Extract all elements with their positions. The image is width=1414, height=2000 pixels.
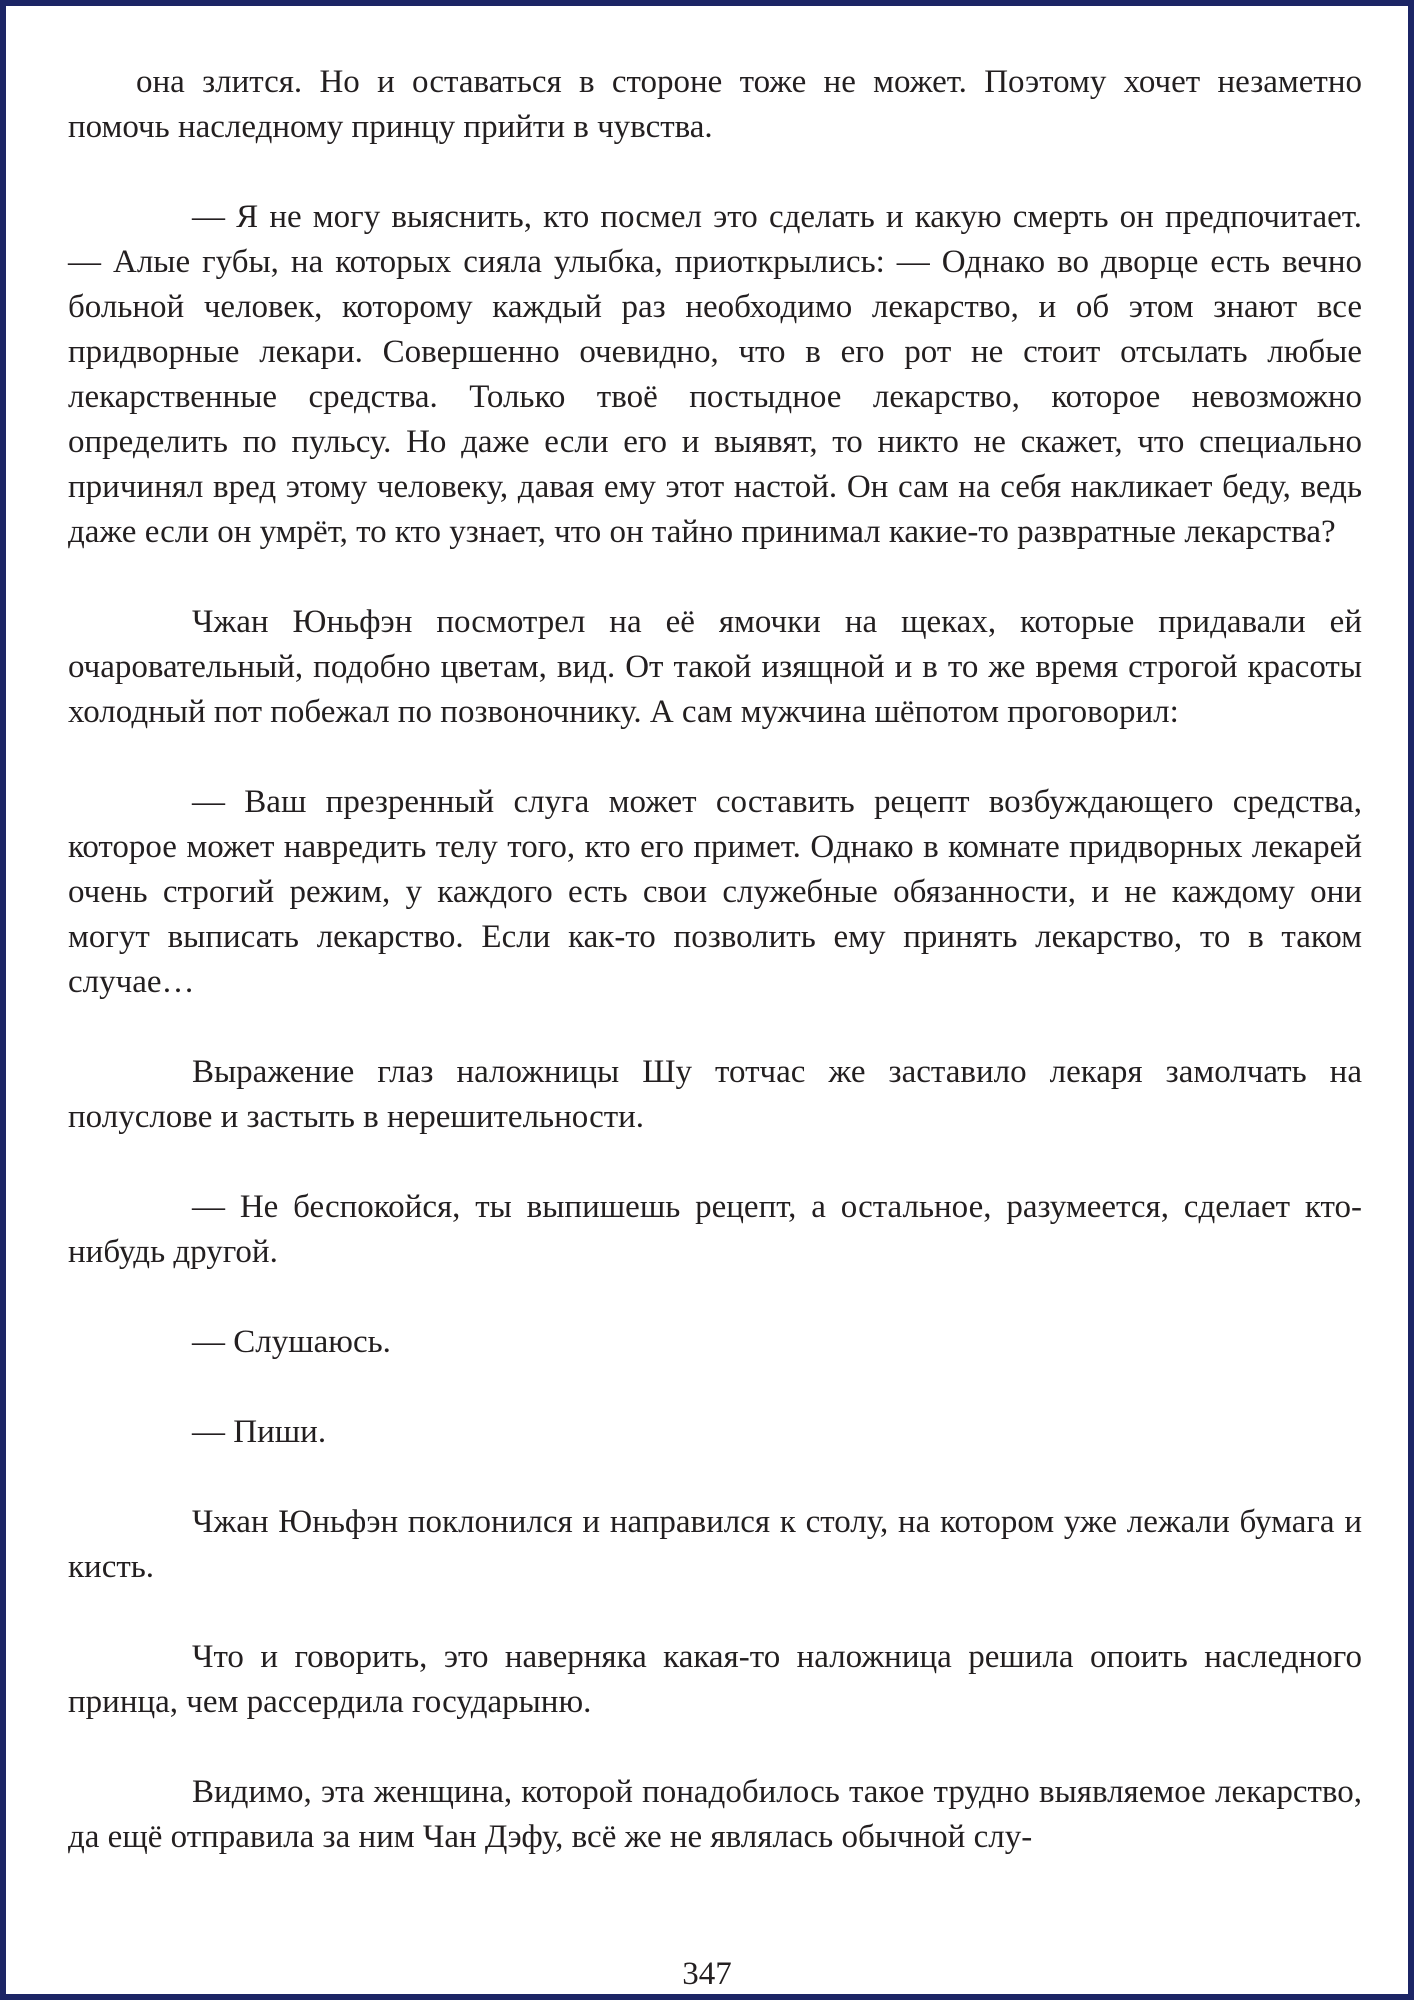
paragraph-5: Выражение глаз наложницы Шу тотчас же заставило лекаря замолчать на полуслове и застыть в нерешительности.	[68, 1054, 1362, 1135]
paragraph-10: Что и говорить, это наверняка какая-то наложница решила опоить наследного принца, чем рассердила государыню.	[68, 1639, 1362, 1720]
paragraph-4: — Ваш презренный слуга может составить рецепт возбуждающего средства, которое может навредить телу того, кто его примет. Однако в комнате придворных лекарей очень строгий режим, у каждого есть свои служебные обязанности, и не каждому они могут выписать лекарство. Если как-то позволить ему принять лекарство, то в таком случае…	[68, 784, 1362, 1000]
paragraph-1: она злится. Но и оставаться в стороне тоже не может. Поэтому хочет незаметно помочь наследному принцу прийти в чувства.	[68, 64, 1362, 145]
paragraph-2: — Я не могу выяснить, кто посмел это сделать и какую смерть он предпочитает. — Алые губы, на которых сияла улыбка, приоткрылись: — Однако во дворце есть вечно больной человек, которому каждый раз необходимо лекарство, и об этом знают все придворные лекари. Совершенно очевидно, что в его рот не стоит отсылать любые лекарственные средства. Только твоё постыдное лекарство, которое невозможно определить по пульсу. Но даже если его и выявят, то никто не скажет, что специально причинял вред этому человеку, давая ему этот настой. Он сам на себя накликает беду, ведь даже если он умрёт, то кто узнает, что он тайно принимал какие-то развратные лекарства?	[68, 199, 1362, 550]
page-number: 347	[682, 1956, 732, 1992]
paragraph-11: Видимо, эта женщина, которой понадобилось такое трудно выявляемое лекарство, да ещё отправила за ним Чан Дэфу, всё же не являлась обычной слу-	[68, 1774, 1362, 1855]
paragraph-3: Чжан Юньфэн посмотрел на её ямочки на щеках, которые придавали ей очаровательный, подобно цветам, вид. От такой изящной и в то же время строгой красоты холодный пот побежал по позвоночнику. А сам мужчина шёпотом проговорил:	[68, 604, 1362, 730]
paragraph-6: — Не беспокойся, ты выпишешь рецепт, а остальное, разумеется, сделает кто-нибудь другой.	[68, 1189, 1362, 1270]
paragraph-9: Чжан Юньфэн поклонился и направился к столу, на котором уже лежали бумага и кисть.	[68, 1504, 1362, 1585]
page-text	[68, 60, 1362, 1860]
paragraph-7: — Слушаюсь.	[192, 1324, 391, 1360]
paragraph-8: — Пиши.	[192, 1414, 327, 1450]
